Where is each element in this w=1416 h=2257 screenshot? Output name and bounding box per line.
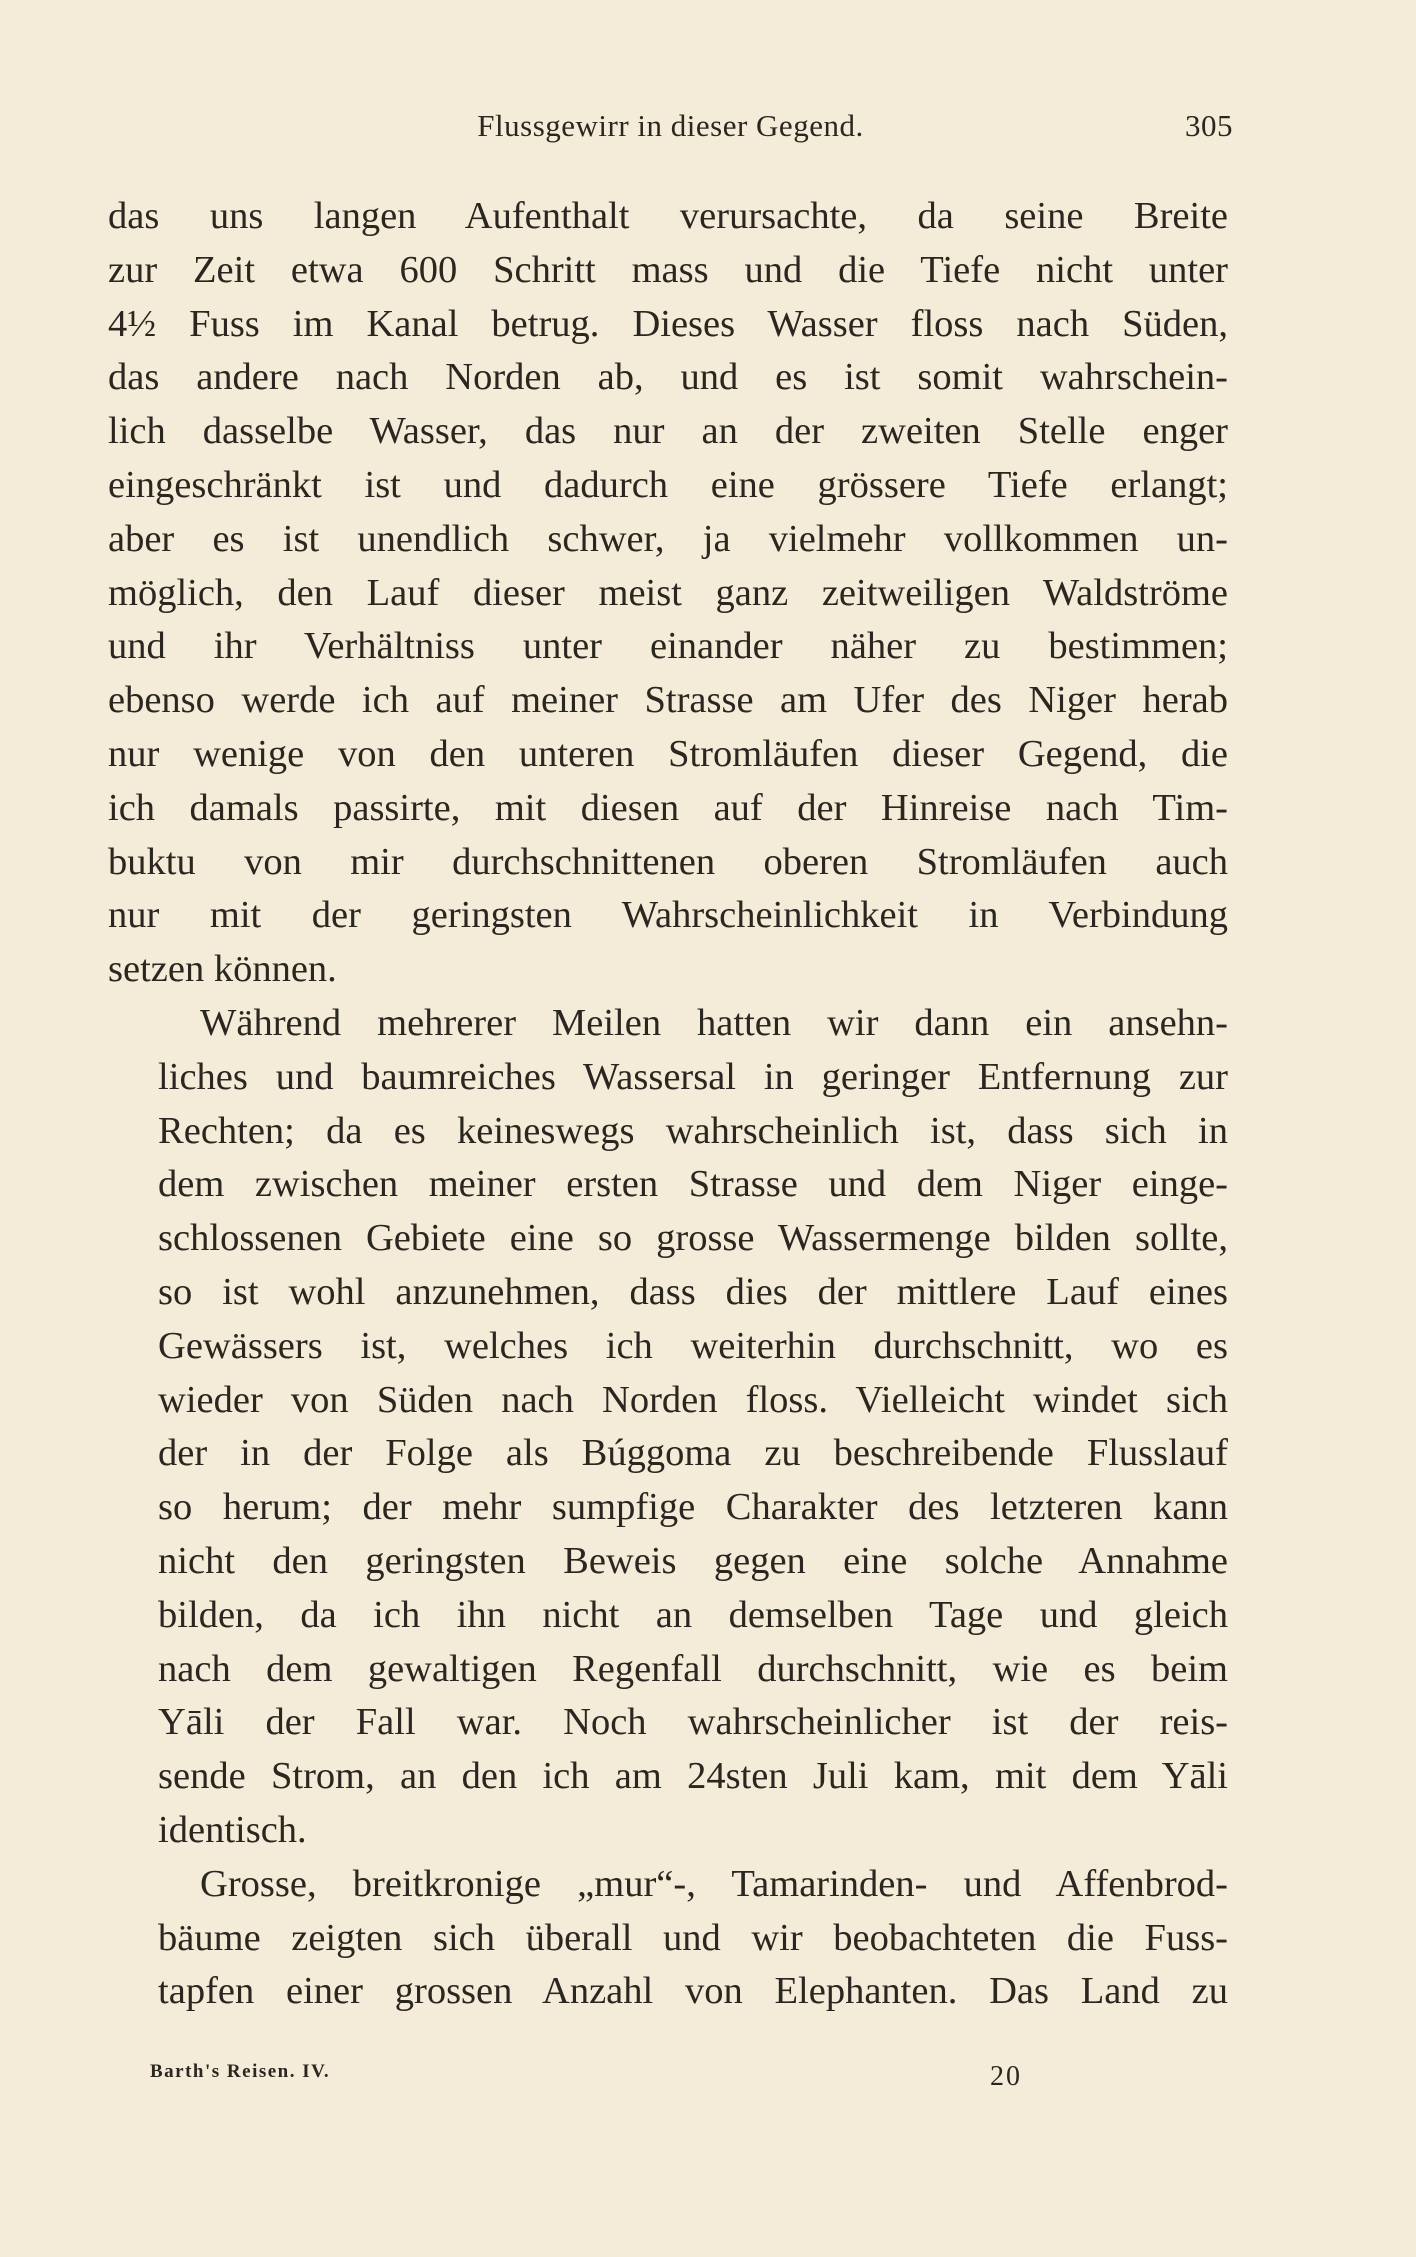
text-line: möglich, den Lauf dieser meist ganz zeitweiligen Waldströme [108,571,1228,614]
text-line: buktu von mir durchschnittenen oberen Stromläufen auch [108,840,1228,883]
text-line: identisch. [158,1808,307,1851]
text-line: Während mehrerer Meilen hatten wir dann ein ansehn- [200,1001,1228,1044]
text-line: bäume zeigten sich überall und wir beobachteten die Fuss- [158,1916,1228,1959]
text-line: und ihr Verhältniss unter einander näher zu bestimmen; [108,625,1228,668]
text-line: Rechten; da es keineswegs wahrscheinlich ist, dass sich in [158,1109,1228,1152]
text-line: Gewässers ist, welches ich weiterhin durchschnitt, wo es [158,1324,1228,1367]
page-number: 305 [1185,108,1233,143]
printer-signature: Barth's Reisen. IV. [150,2061,331,2082]
text-line: wieder von Süden nach Norden floss. Vielleicht windet sich [158,1378,1228,1421]
text-line: dem zwischen meiner ersten Strasse und dem Niger einge- [158,1163,1228,1206]
text-line: aber es ist unendlich schwer, ja vielmehr vollkommen un- [108,517,1228,560]
text-line: eingeschränkt ist und dadurch eine grössere Tiefe erlangt; [108,463,1228,506]
text-line: so ist wohl anzunehmen, dass dies der mittlere Lauf eines [158,1270,1228,1313]
text-line: tapfen einer grossen Anzahl von Elephanten. Das Land zu [158,1970,1228,2013]
text-line: Yāli der Fall war. Noch wahrscheinlicher ist der reis- [158,1701,1228,1744]
text-line: ebenso werde ich auf meiner Strasse am Ufer des Niger herab [108,679,1228,722]
page-header [108,108,1233,148]
text-line: nur wenige von den unteren Stromläufen dieser Gegend, die [108,732,1228,775]
text-line: setzen können. [108,948,337,991]
text-line: nach dem gewaltigen Regenfall durchschnitt, wie es beim [158,1647,1228,1690]
text-line: ich damals passirte, mit diesen auf der Hinreise nach Tim- [108,786,1228,829]
text-line: nur mit der geringsten Wahrscheinlichkeit in Verbindung [108,894,1228,937]
page-footer [150,2061,1030,2091]
text-line: Grosse, breitkronige „mur“-, Tamarinden- und Affenbrod- [200,1862,1228,1905]
text-line: zur Zeit etwa 600 Schritt mass und die Tiefe nicht unter [108,248,1228,291]
text-line: 4½ Fuss im Kanal betrug. Dieses Wasser floss nach Süden, [108,302,1228,345]
paragraph-1 [108,190,1228,997]
body-text [108,190,1228,2019]
paragraph-2 [108,997,1228,1858]
running-title: Flussgewirr in dieser Gegend. [477,108,864,143]
text-line: der in der Folge als Búggoma zu beschreibende Flusslauf [158,1432,1228,1475]
text-line: sende Strom, an den ich am 24sten Juli kam, mit dem Yāli [158,1755,1228,1798]
text-line: liches und baumreiches Wassersal in geringer Entfernung zur [158,1055,1228,1098]
sheet-signature: 20 [990,2061,1022,2092]
text-line: nicht den geringsten Beweis gegen eine solche Annahme [158,1539,1228,1582]
text-line: so herum; der mehr sumpfige Charakter des letzteren kann [158,1486,1228,1529]
text-line: bilden, da ich ihn nicht an demselben Tage und gleich [158,1593,1228,1636]
text-line: lich dasselbe Wasser, das nur an der zweiten Stelle enger [108,410,1228,453]
text-line: das uns langen Aufenthalt verursachte, da seine Breite [108,195,1228,237]
paragraph-3 [108,1858,1228,2019]
text-line: das andere nach Norden ab, und es ist somit wahrschein- [108,356,1228,399]
text-line: schlossenen Gebiete eine so grosse Wassermenge bilden sollte, [158,1217,1228,1260]
